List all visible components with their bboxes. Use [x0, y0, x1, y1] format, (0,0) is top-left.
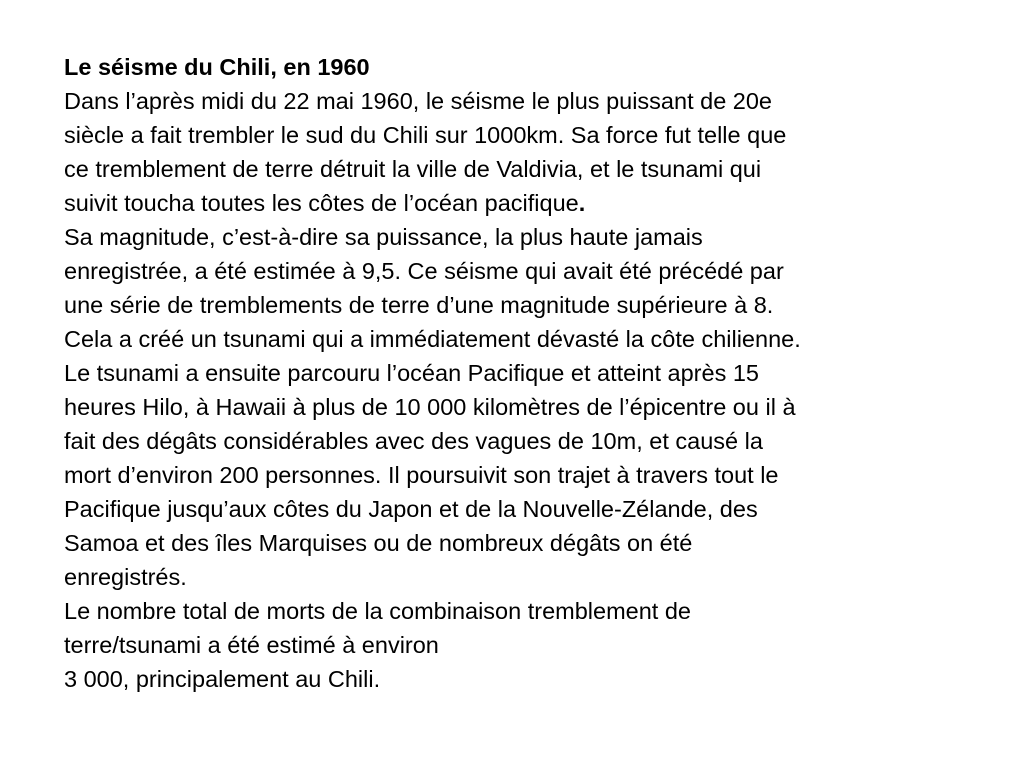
- text-line: Le tsunami a ensuite parcouru l’océan Pacifique et atteint après 15: [64, 360, 759, 386]
- text-line: Dans l’après midi du 22 mai 1960, le séisme le plus puissant de 20e: [64, 88, 773, 114]
- text-line-with-bold-period: [64, 186, 1004, 220]
- text-line: Cela a créé un tsunami qui a immédiatement dévasté la côte chilienne.: [64, 326, 801, 352]
- text-line: Sa magnitude, c’est-à-dire sa puissance, la plus haute jamais: [64, 224, 703, 250]
- bold-period: .: [578, 190, 586, 216]
- text-line: heures Hilo, à Hawaii à plus de 10 000 kilomètres de l’épicentre ou il à: [64, 394, 796, 420]
- text-line: mort d’environ 200 personnes. Il poursuivit son trajet à travers tout le: [64, 462, 779, 488]
- slide-title: Le séisme du Chili, en 1960: [64, 54, 370, 80]
- text-line: siècle a fait trembler le sud du Chili sur 1000km. Sa force fut telle que: [64, 122, 787, 148]
- text-line: Samoa et des îles Marquises ou de nombreux dégâts on été: [64, 530, 693, 556]
- text-line: enregistrée, a été estimée à 9,5. Ce séisme qui avait été précédé par: [64, 258, 784, 284]
- text-line: une série de tremblements de terre d’une magnitude supérieure à 8.: [64, 292, 774, 318]
- text-line-content: suivit toucha toutes les côtes de l’océan pacifique: [64, 190, 579, 216]
- text-line: ce tremblement de terre détruit la ville de Valdivia, et le tsunami qui: [64, 156, 762, 182]
- text-line: fait des dégâts considérables avec des vagues de 10m, et causé la: [64, 428, 763, 454]
- text-line: enregistrés.: [64, 564, 187, 590]
- text-line: Pacifique jusqu’aux côtes du Japon et de la Nouvelle-Zélande, des: [64, 496, 758, 522]
- text-line: Le nombre total de morts de la combinaison tremblement de: [64, 598, 691, 624]
- text-line: 3 000, principalement au Chili.: [64, 666, 381, 692]
- slide-text-block: [64, 50, 1004, 696]
- text-line: terre/tsunami a été estimé à environ: [64, 632, 439, 658]
